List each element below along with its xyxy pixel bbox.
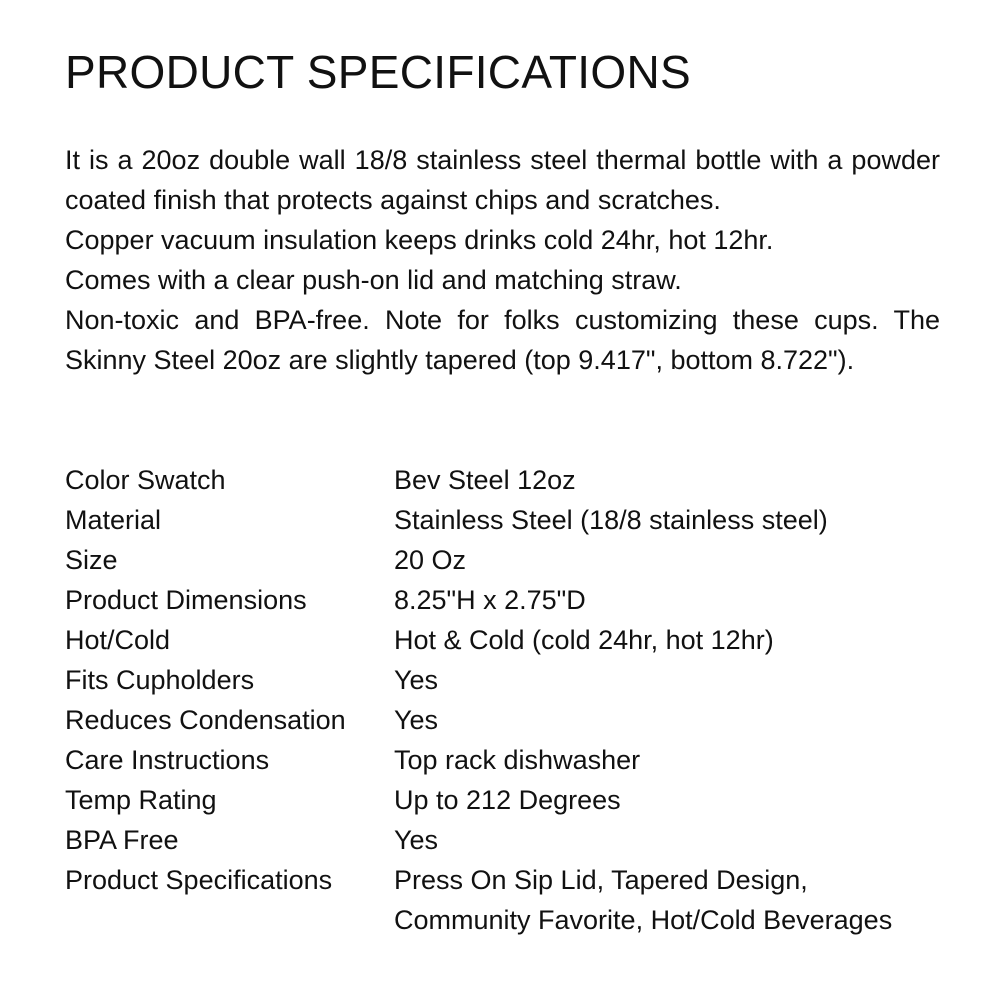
description-paragraph: It is a 20oz double wall 18/8 stainless steel thermal bottle with a powder coated finish that protects against chips and scratches. xyxy=(65,145,940,215)
spec-value xyxy=(394,860,965,940)
spec-row xyxy=(65,500,965,540)
spec-value: Top rack dishwasher xyxy=(394,745,641,775)
spec-row xyxy=(65,660,965,700)
spec-value: Up to 212 Degrees xyxy=(394,785,621,815)
spec-value: Yes xyxy=(394,705,439,735)
product-description xyxy=(65,140,940,380)
spec-table xyxy=(65,460,965,940)
description-line: Comes with a clear push-on lid and matching straw. xyxy=(65,265,682,295)
spec-value: Yes xyxy=(394,825,439,855)
spec-label: Material xyxy=(65,505,162,535)
spec-row xyxy=(65,700,965,740)
spec-value: 20 Oz xyxy=(394,545,467,575)
spec-label: BPA Free xyxy=(65,825,179,855)
spec-row xyxy=(65,740,965,780)
spec-label: Temp Rating xyxy=(65,785,217,815)
spec-label: Size xyxy=(65,545,118,575)
spec-label: Fits Cupholders xyxy=(65,665,255,695)
spec-label: Product Specifications xyxy=(65,865,333,895)
spec-label: Care Instructions xyxy=(65,745,270,775)
spec-value: Stainless Steel (18/8 stainless steel) xyxy=(394,505,828,535)
spec-label: Hot/Cold xyxy=(65,625,171,655)
spec-value: Hot & Cold (cold 24hr, hot 12hr) xyxy=(394,625,774,655)
description-line: Copper vacuum insulation keeps drinks cold 24hr, hot 12hr. xyxy=(65,225,774,255)
spec-label: Color Swatch xyxy=(65,465,226,495)
spec-label: Product Dimensions xyxy=(65,585,307,615)
spec-row xyxy=(65,540,965,580)
spec-row xyxy=(65,820,965,860)
page-title: PRODUCT SPECIFICATIONS xyxy=(65,46,691,98)
spec-row xyxy=(65,860,965,940)
spec-row xyxy=(65,780,965,820)
spec-row xyxy=(65,620,965,660)
spec-label: Reduces Condensation xyxy=(65,705,346,735)
description-paragraph: Non-toxic and BPA-free. Note for folks customizing these cups. The Skinny Steel 20oz are slightly tapered (top 9.417", bottom 8.722"). xyxy=(65,305,940,375)
spec-row xyxy=(65,460,965,500)
spec-value: Yes xyxy=(394,665,439,695)
spec-value-line: Press On Sip Lid, Tapered Design, xyxy=(394,865,808,895)
spec-value: Bev Steel 12oz xyxy=(394,465,576,495)
spec-value: 8.25"H x 2.75"D xyxy=(394,585,586,615)
spec-row xyxy=(65,580,965,620)
spec-value-line: Community Favorite, Hot/Cold Beverages xyxy=(394,905,893,935)
